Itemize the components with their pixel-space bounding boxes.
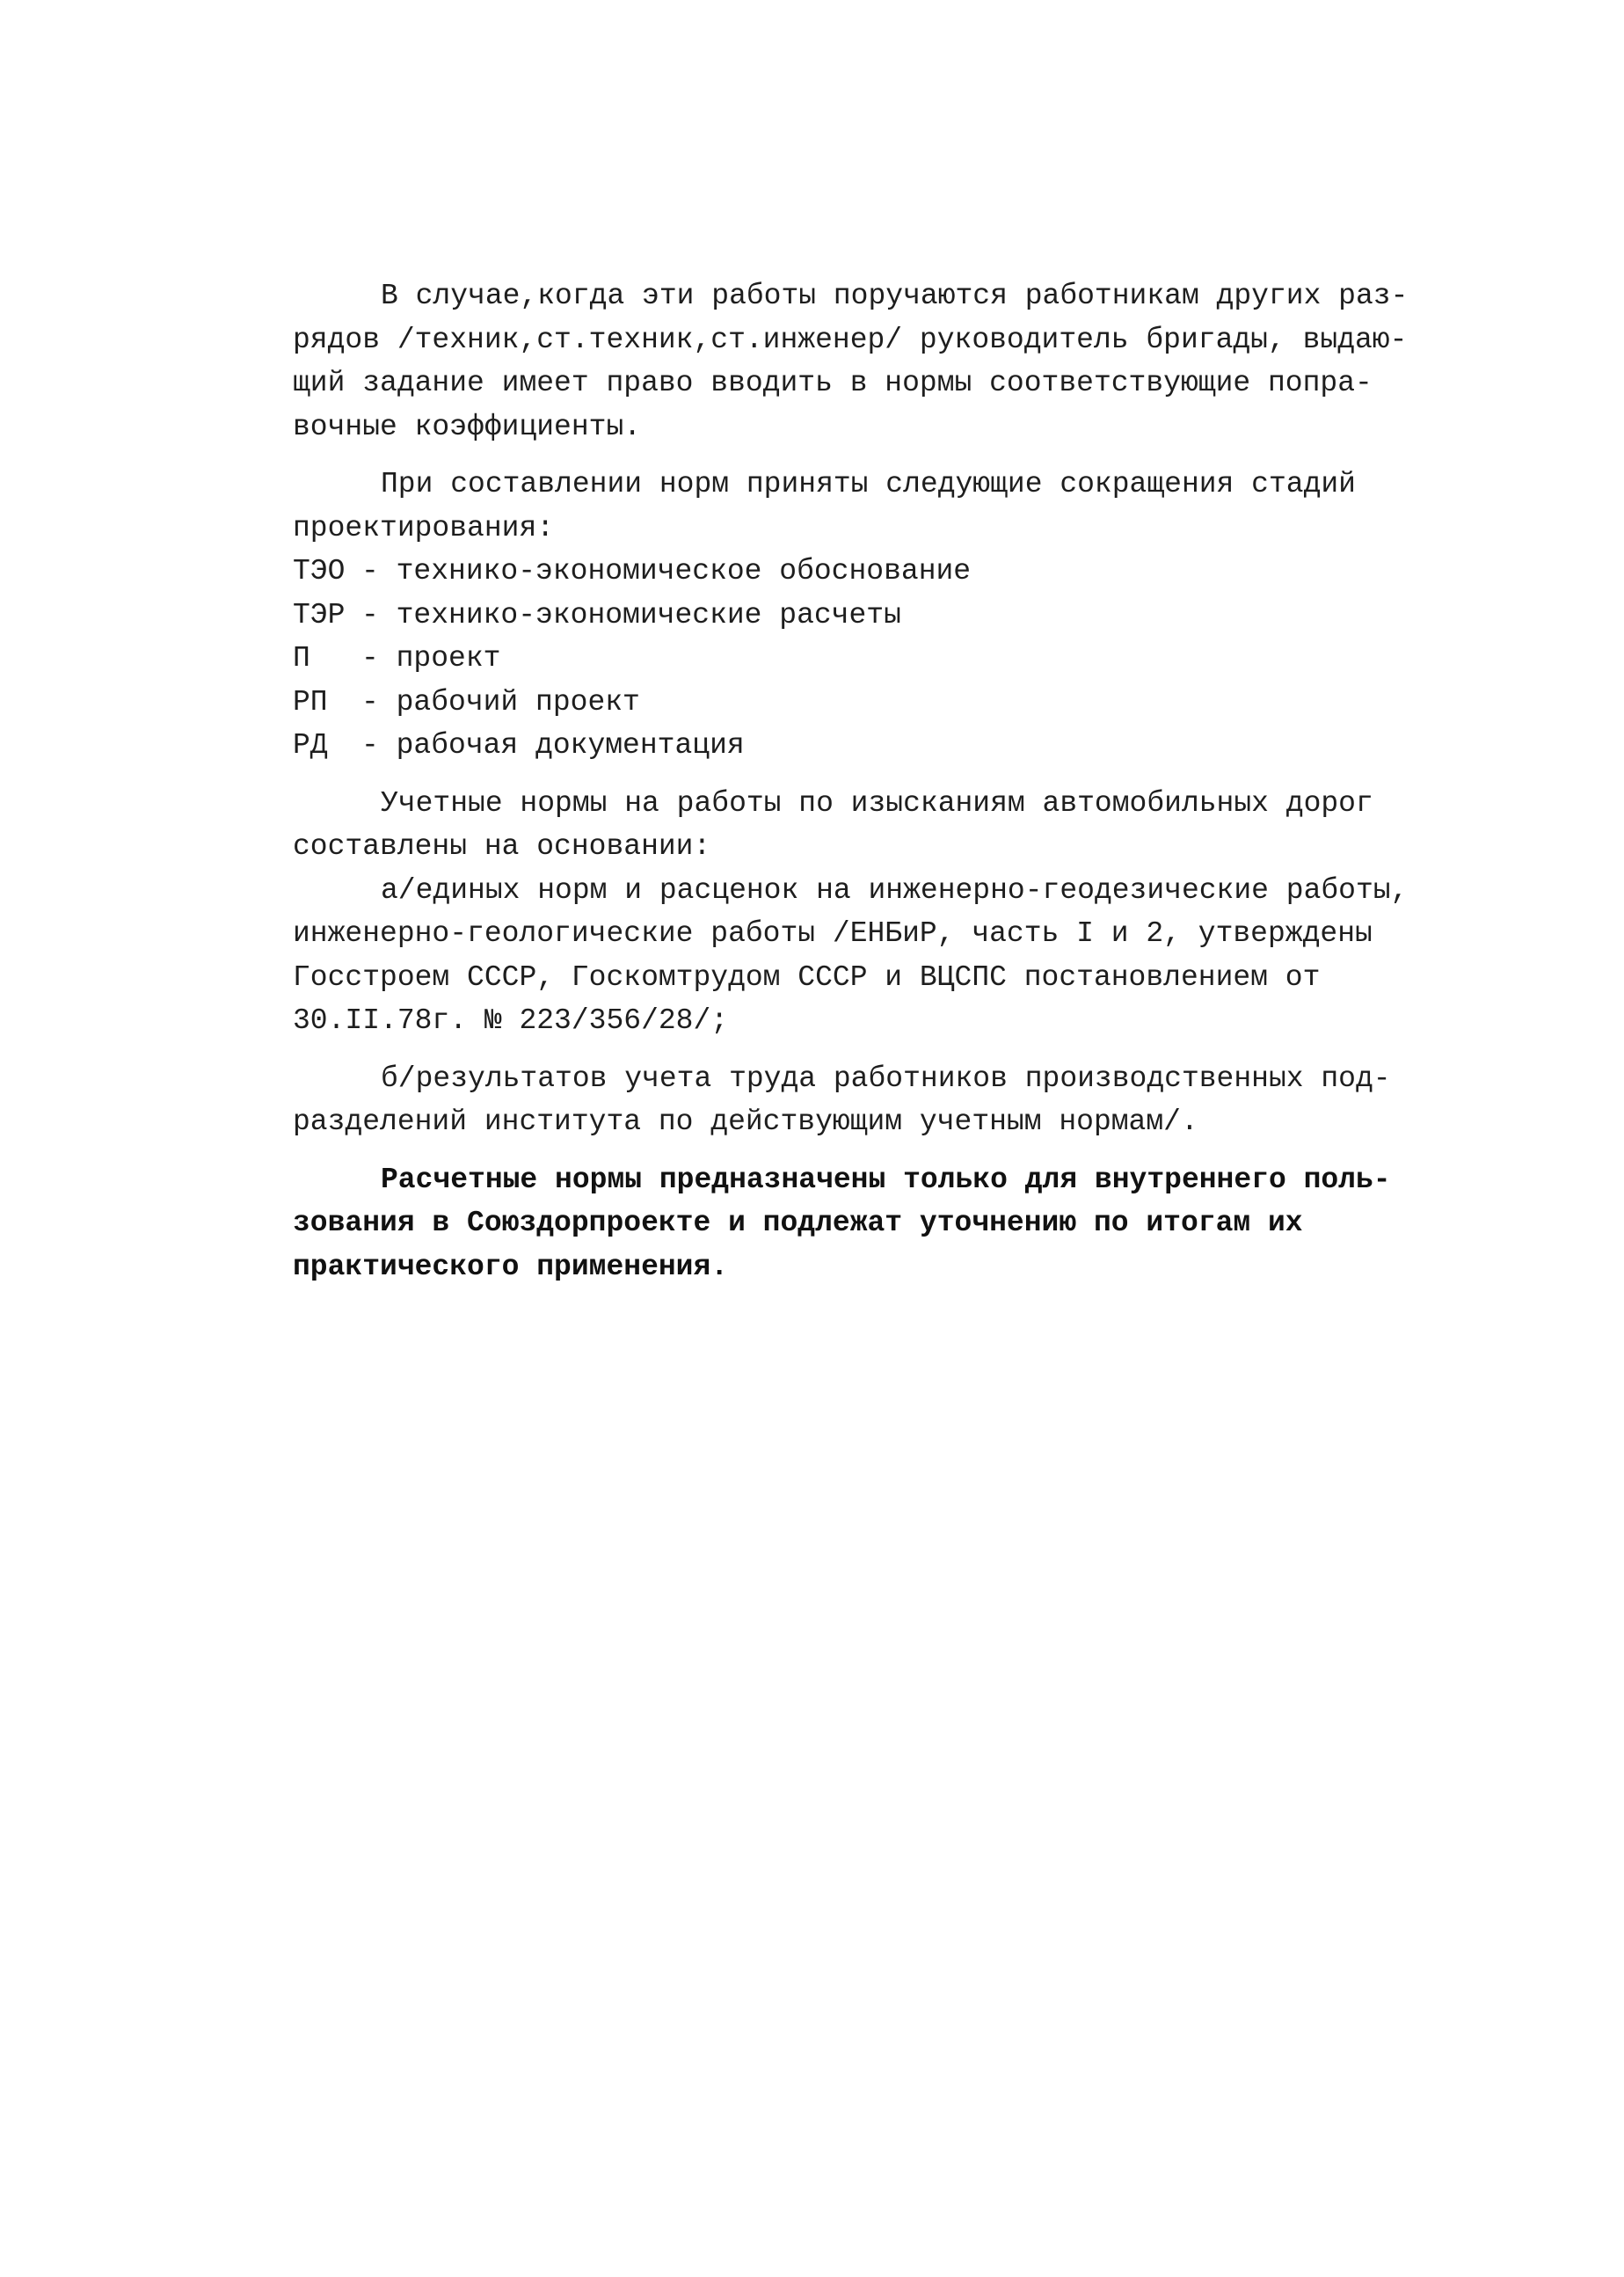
paragraph-abbreviations-intro bbox=[293, 463, 1436, 550]
text-line: инженерно-геологические работы /ЕНБиР, часть I и 2, утверждены bbox=[293, 917, 1373, 950]
text-line: Госстроем СССР, Госкомтрудом СССР и ВЦСПС постановлением от bbox=[293, 960, 1321, 994]
text-line: практического применения. bbox=[293, 1250, 729, 1283]
abbreviation-row bbox=[293, 637, 1436, 681]
text-line: вочные коэффициенты. bbox=[293, 410, 642, 443]
text-line: б/результатов учета труда работников производственных под- bbox=[381, 1062, 1391, 1095]
paragraph-basis-a bbox=[293, 869, 1436, 1043]
abbreviation-description: - технико-экономические расчеты bbox=[361, 598, 901, 631]
abbreviation-row bbox=[293, 681, 1436, 725]
abbreviation-code: РП bbox=[293, 685, 328, 719]
abbreviation-code: П bbox=[293, 642, 310, 675]
abbreviation-list bbox=[293, 550, 1436, 768]
text-line: Расчетные нормы предназначены только для внутреннего поль- bbox=[381, 1163, 1391, 1196]
text-line: разделений института по действующим учетным нормам/. bbox=[293, 1106, 1198, 1138]
text-line: рядов /техник,ст.техник,ст.инженер/ руководитель бригады, выдаю- bbox=[293, 323, 1408, 356]
text-line: Учетные нормы на работы по изысканиям автомобильных дорог bbox=[381, 786, 1373, 820]
document-body bbox=[293, 274, 1436, 1303]
abbreviation-description: - технико-экономическое обоснование bbox=[361, 555, 972, 587]
abbreviation-code: РД bbox=[293, 729, 328, 762]
abbreviation-description: - рабочий проект bbox=[361, 685, 640, 719]
paragraph-coefficients bbox=[293, 274, 1436, 449]
abbreviation-code: ТЭР bbox=[293, 598, 346, 631]
abbreviation-description: - рабочая документация bbox=[361, 729, 745, 762]
text-line: щий задание имеет право вводить в нормы соответствующие попра- bbox=[293, 367, 1373, 399]
abbreviation-row bbox=[293, 594, 1436, 638]
text-line: При составлении норм приняты следующие сокращения стадий bbox=[381, 468, 1356, 500]
abbreviation-row bbox=[293, 550, 1436, 594]
paragraph-basis-intro bbox=[293, 782, 1436, 869]
abbreviation-description: - проект bbox=[361, 642, 501, 675]
text-line: составлены на основании: bbox=[293, 830, 711, 863]
text-line: проектирования: bbox=[293, 511, 555, 544]
abbreviation-row bbox=[293, 724, 1436, 768]
text-line: зования в Союздорпроекте и подлежат уточнению по итогам их bbox=[293, 1207, 1303, 1239]
text-line: В случае,когда эти работы поручаются работникам других раз- bbox=[381, 280, 1409, 312]
text-line: 30.II.78г. № 223/356/28/; bbox=[293, 1004, 729, 1037]
paragraph-basis-b bbox=[293, 1057, 1436, 1144]
text-line: а/единых норм и расценок на инженерно-геодезические работы, bbox=[381, 873, 1409, 907]
abbreviation-code: ТЭО bbox=[293, 555, 346, 587]
paragraph-internal-use bbox=[293, 1158, 1436, 1289]
